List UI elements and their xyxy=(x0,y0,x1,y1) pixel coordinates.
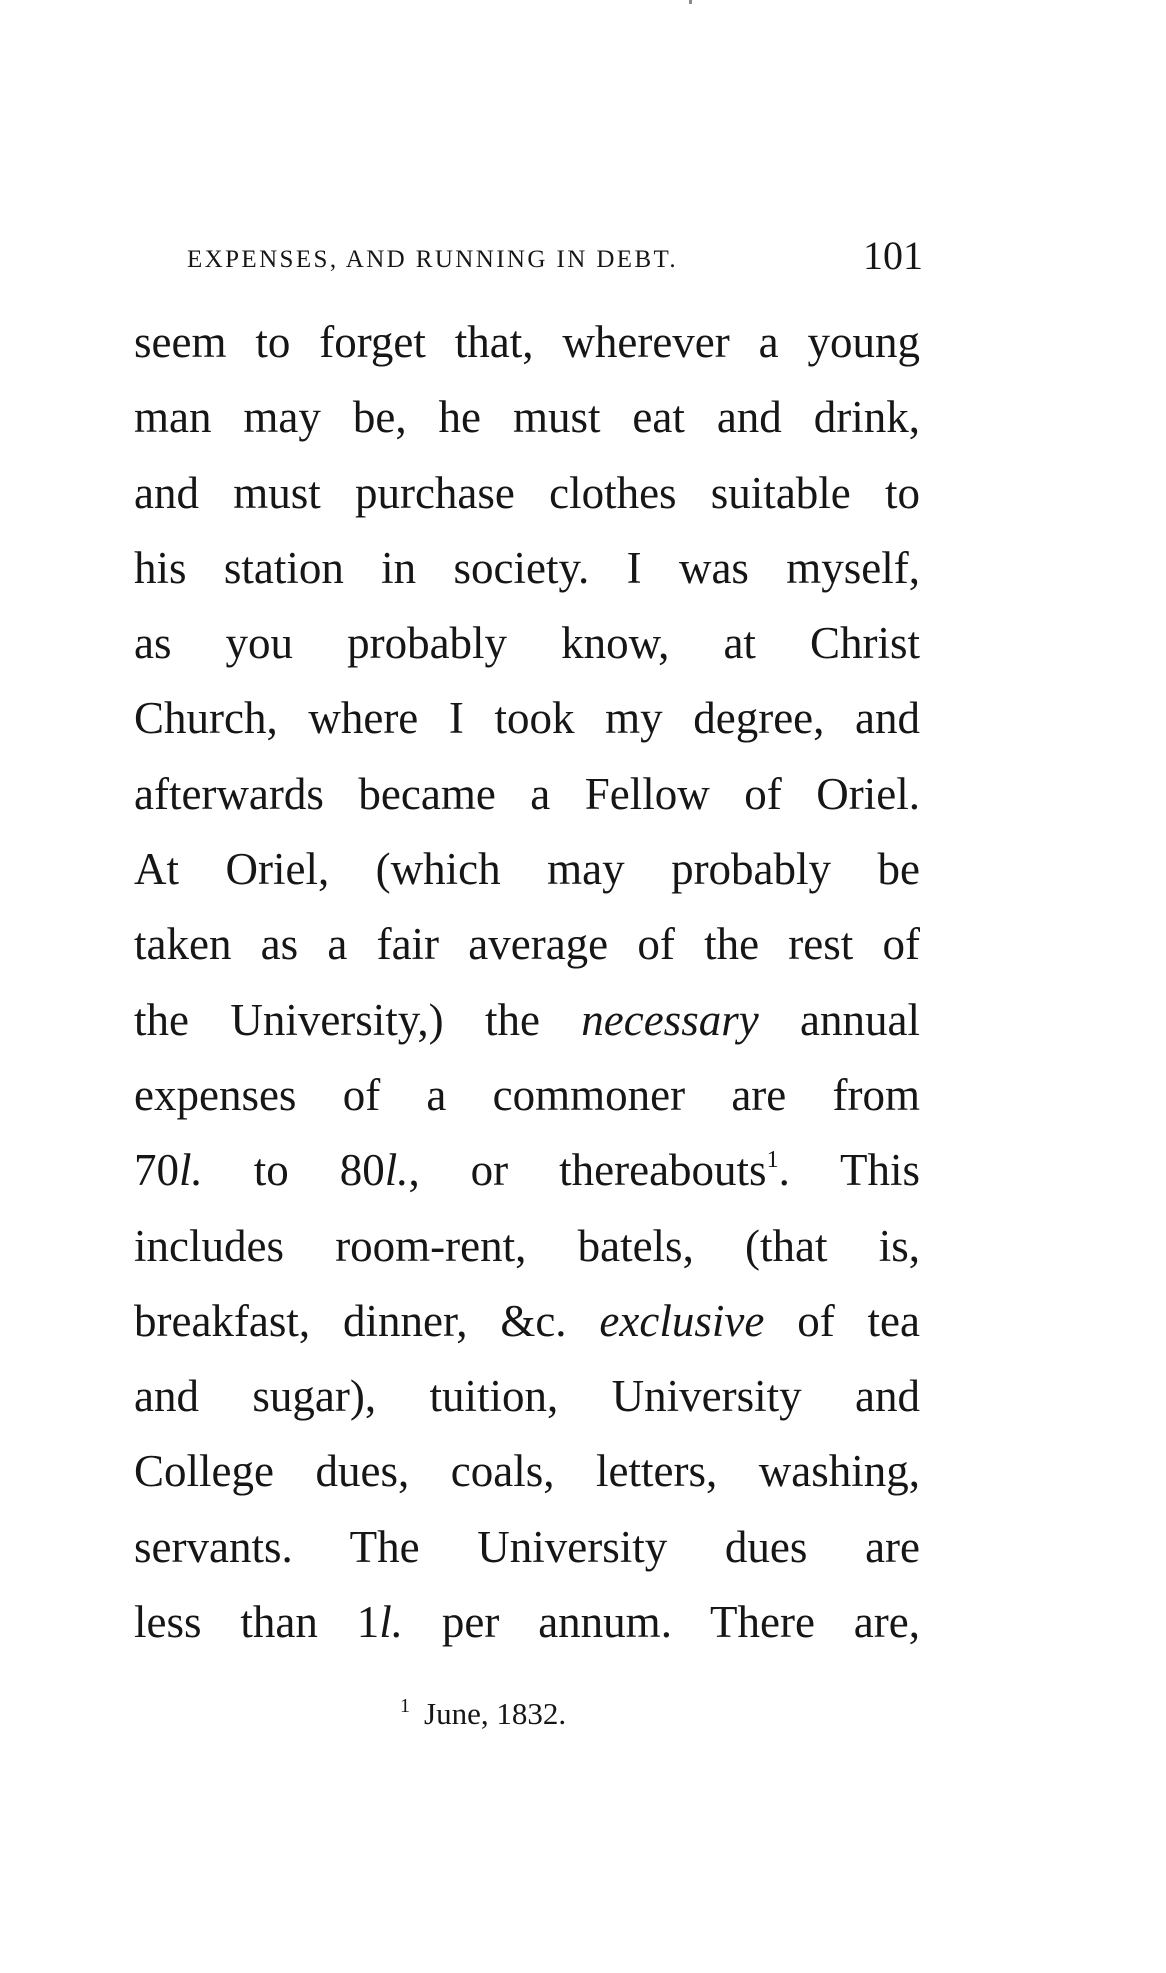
text-segment: man may be, he must eat and drink, xyxy=(134,392,920,443)
text-segment: and sugar), tuition, University and xyxy=(134,1371,920,1422)
text-line xyxy=(134,1209,920,1284)
text-line xyxy=(134,456,920,531)
footnote-reference: 1 xyxy=(766,1147,779,1174)
running-head xyxy=(187,232,923,292)
text-segment: taken as a fair average of the rest of xyxy=(134,919,920,970)
text-segment: and must purchase clothes suitable to xyxy=(134,467,920,518)
text-segment: as you probably know, at Christ xyxy=(134,618,920,669)
footnote xyxy=(400,1695,566,1732)
currency-abbreviation: l. xyxy=(379,1597,403,1648)
text-line xyxy=(134,832,920,907)
currency-abbreviation: l. xyxy=(179,1145,203,1196)
currency-abbreviation: l. xyxy=(384,1145,409,1196)
running-title: EXPENSES, AND RUNNING IN DEBT. xyxy=(187,246,678,273)
text-line xyxy=(134,681,920,756)
text-line xyxy=(134,380,920,455)
print-speck xyxy=(689,0,692,4)
text-segment: servants. The University dues are xyxy=(134,1521,920,1572)
text-segment: . This xyxy=(778,1145,920,1196)
text-line xyxy=(134,531,920,606)
text-line xyxy=(134,907,920,982)
text-line xyxy=(134,1434,920,1509)
text-segment: includes room-rent, batels, (that is, xyxy=(134,1220,920,1271)
text-segment: his station in society. I was myself, xyxy=(134,542,920,593)
footnote-marker: 1 xyxy=(400,1695,410,1717)
text-line xyxy=(134,983,920,1058)
text-segment: , or thereabouts xyxy=(408,1145,767,1196)
text-segment: less than 1 xyxy=(134,1597,380,1648)
text-segment: breakfast, dinner, &c. xyxy=(134,1295,600,1346)
text-segment: per annum. There are, xyxy=(403,1597,920,1648)
text-line xyxy=(134,1133,920,1208)
text-line xyxy=(134,1359,920,1434)
text-segment: expenses of a commoner are from xyxy=(134,1069,920,1120)
italic-word: exclusive xyxy=(599,1295,765,1346)
text-line xyxy=(134,606,920,681)
italic-word: necessary xyxy=(581,994,759,1045)
text-line xyxy=(134,1058,920,1133)
text-segment: seem to forget that, wherever a young xyxy=(134,317,920,367)
text-line xyxy=(134,1585,920,1660)
text-segment: 70 xyxy=(134,1145,179,1196)
text-line xyxy=(134,1510,920,1585)
text-line xyxy=(134,757,920,832)
text-segment: annual xyxy=(758,994,920,1045)
text-segment: afterwards became a Fellow of Oriel. xyxy=(134,768,920,819)
text-segment: College dues, coals, letters, washing, xyxy=(134,1446,920,1497)
body-text xyxy=(134,305,920,1660)
footnote-text: June, 1832. xyxy=(424,1696,567,1731)
text-segment: of tea xyxy=(764,1295,920,1346)
text-segment: At Oriel, (which may probably be xyxy=(134,844,920,895)
text-segment: the University,) the xyxy=(134,994,582,1045)
text-line xyxy=(134,1284,920,1359)
text-line xyxy=(134,305,920,380)
text-segment: Church, where I took my degree, and xyxy=(134,693,920,744)
page-number: 101 xyxy=(863,233,923,278)
text-segment: to 80 xyxy=(202,1145,385,1196)
